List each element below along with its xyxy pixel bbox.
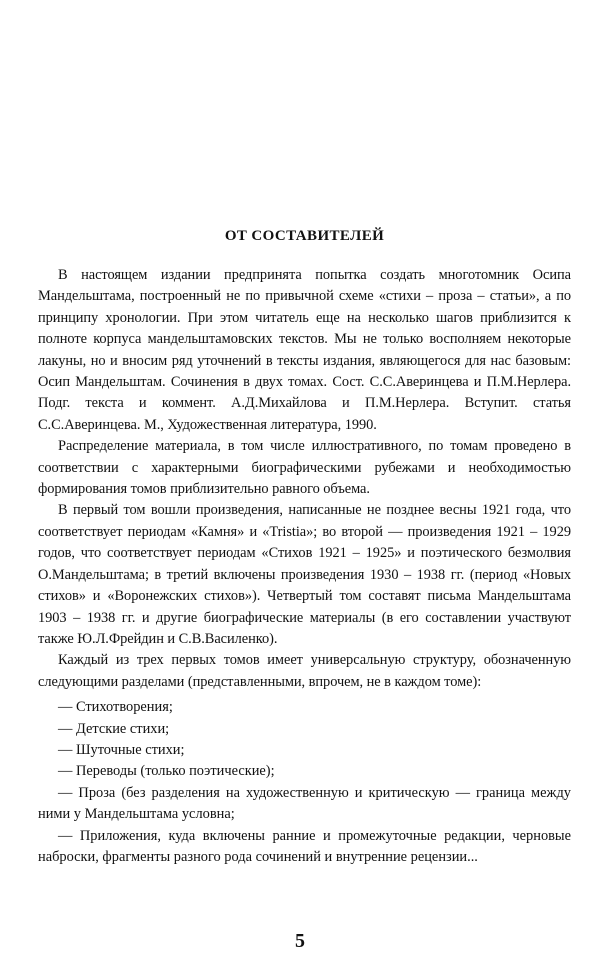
- paragraph-3: В первый том вошли произведения, написанные не позднее весны 1921 года, что соответствует периодам «Камня» и «Tristia»; во второй — произведения 1921 – 1929 годов, что соответствует периодам «Стихов 1921 – 1925» и поэтического безмолвия О.Мандельштама; в третий включены произведения 1930 – 1938 гг. (период «Новых стихов» и «Воронежских стихов»). Четвертый том составят письма Мандельштама 1903 – 1938 гг. и другие биографические материалы (в его составлении участвуют также Ю.Л.Фрейдин и С.В.Василенко).: [38, 502, 571, 647]
- page-number: 5: [295, 930, 305, 952]
- sections-list: [38, 697, 571, 868]
- page-title: ОТ СОСТАВИТЕЛЕЙ: [224, 228, 385, 244]
- paragraph-4: Каждый из трех первых томов имеет универсальную структуру, обозначенную следующими разделами (представленными, впрочем, не в каждом томе):: [38, 652, 571, 690]
- list-item: — Шуточные стихи;: [58, 741, 185, 758]
- list-item: — Проза (без разделения на художественную и критическую — граница между ними у Мандельштама условна;: [38, 784, 571, 823]
- list-item: — Детские стихи;: [58, 720, 170, 737]
- page-body: [38, 228, 571, 868]
- paragraph-1: В настоящем издании предпринята попытка создать многотомник Осипа Мандельштама, построенный не по привычной схеме «стихи – проза – статьи», а по принципу хронологии. При этом читатель еще на несколько шагов приблизится к полноте корпуса мандельштамовских текстов. Мы не только восполняем некоторые лакуны, но и вносим ряд уточнений в тексты издания, являющегося для нас базовым: Осип Мандельштам. Сочинения в двух томах. Сост. С.С.Аверинцева и П.М.Нерлера. Подг. текста и коммент. А.Д.Михайлова и П.М.Нерлера. Вступит. статья С.С.Аверинцева. М., Художественная литература, 1990.: [38, 267, 571, 433]
- list-item: — Переводы (только поэтические);: [58, 763, 275, 780]
- paragraph-2: Распределение материала, в том числе иллюстративного, по томам проведено в соответствии с характерными биографическими рубежами и необходимостью формирования томов приблизительно равного объема.: [38, 438, 571, 498]
- list-item: — Стихотворения;: [58, 699, 173, 716]
- text-body: [38, 265, 571, 693]
- list-item: — Приложения, куда включены ранние и промежуточные редакции, черновые наброски, фрагменты разного рода сочинений и внутренние рецензии...: [38, 827, 571, 865]
